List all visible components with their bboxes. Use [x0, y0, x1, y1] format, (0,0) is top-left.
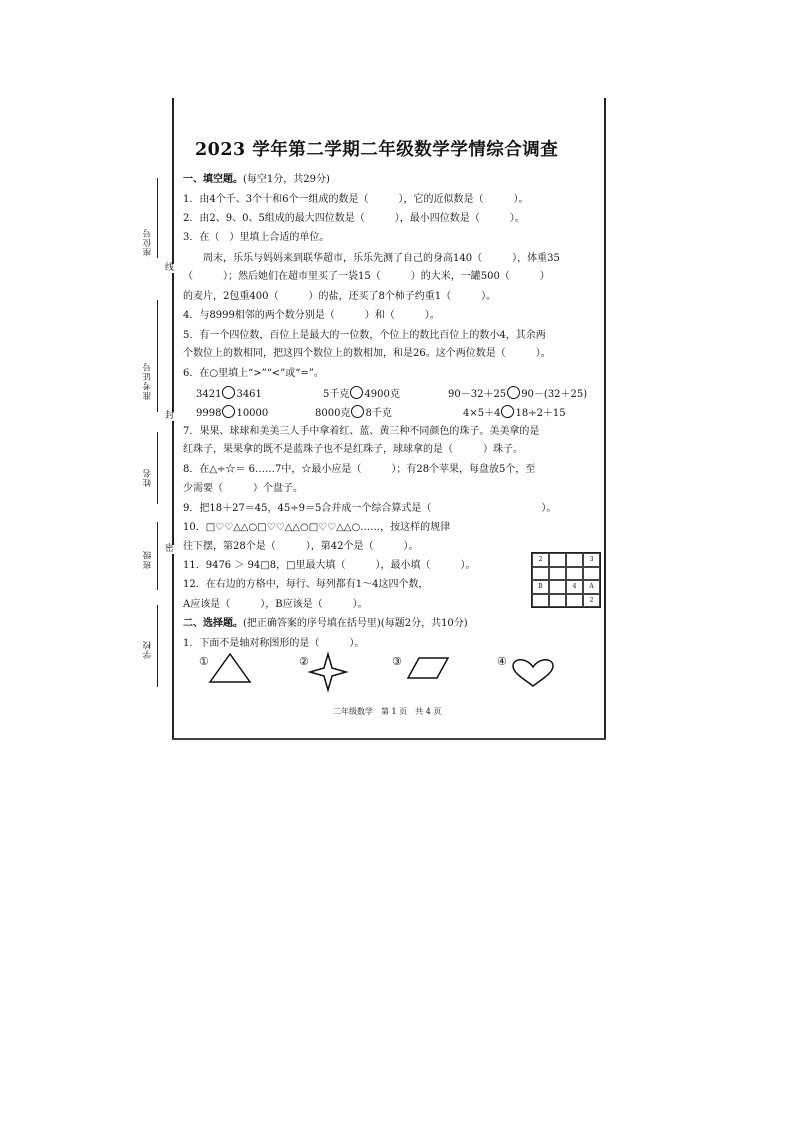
section2-heading: 二、选择题。 — [183, 618, 243, 629]
question-line: 1．由4个千、3个十和6个一组成的数是（ ），它的近似数是（ ）。 — [183, 194, 529, 205]
compare-circle[interactable] — [351, 405, 364, 418]
grid-cell[interactable] — [566, 553, 583, 567]
sudoku-grid — [531, 552, 601, 608]
seat-number-label: 座位号 — [143, 228, 153, 257]
section2-note: (把正确答案的序号填在括号里)(每题2分，共10分) — [243, 618, 468, 629]
grid-cell[interactable] — [566, 567, 583, 581]
question-line: 少需要（ ）个盘子。 — [183, 483, 303, 494]
grid-cell[interactable] — [549, 580, 566, 594]
question-line: 的麦片，2包重400（ ）的盐，还买了8个柿子约重1（ ）。 — [183, 291, 497, 302]
question-line: 2．由2、9、0、5组成的最大四位数是（ ），最小四位数是（ ）。 — [183, 213, 525, 224]
parallelogram-icon — [407, 657, 449, 679]
grid-cell[interactable] — [549, 594, 566, 608]
right-border — [604, 98, 606, 740]
option-2-label[interactable]: ② — [299, 655, 309, 668]
school-label: 学校 — [143, 640, 153, 659]
compare-circle[interactable] — [222, 386, 235, 399]
question-line: 红珠子，果果拿的既不是蓝珠子也不是红珠子，球球拿的是（ ）珠子。 — [183, 444, 523, 455]
compare-circle[interactable] — [350, 386, 363, 399]
compare-item: 3421 3461 — [196, 386, 262, 401]
compare-item: 4×5＋4 18÷2＋15 — [463, 405, 566, 420]
compare-circle[interactable] — [507, 386, 520, 399]
grid-cell: B — [532, 580, 549, 594]
grid-cell: 2 — [583, 594, 600, 608]
question-line: 周末，乐乐与妈妈来到联华超市，乐乐先测了自己的身高140（ ），体重35 — [183, 253, 560, 264]
option-1-label[interactable]: ① — [199, 655, 209, 668]
grid-cell[interactable] — [549, 567, 566, 581]
option-4-label[interactable]: ④ — [497, 655, 507, 668]
exam-number-line[interactable] — [157, 300, 158, 412]
question-line: 6．在○里填上“>”“<”或“=”。 — [183, 368, 324, 379]
question-line: 4．与8999相邻的两个数分别是（ ）和（ ）。 — [183, 310, 440, 321]
section1-heading: 一、填空题。 — [183, 174, 243, 185]
question-line: 5．有一个四位数，百位上是最大的一位数，个位上的数比百位上的数小4，其余两 — [183, 330, 546, 341]
seat-number-line[interactable] — [157, 178, 158, 258]
grid-cell[interactable] — [549, 553, 566, 567]
question-line: 1．下面不是轴对称图形的是（ ）。 — [183, 638, 365, 649]
question-line: 7．果果、球球和美美三人手中拿着红、蓝、黄三种不同颜色的珠子。美美拿的是 — [183, 426, 540, 437]
grid-cell[interactable] — [583, 567, 600, 581]
question-line: （ ）；然后她们在超市里买了一袋15（ ）的大米，一罐500（ ） — [183, 271, 550, 282]
grid-cell: 2 — [532, 553, 549, 567]
page-title: 2023 学年第二学期二年级数学学情综合调查 — [195, 140, 559, 160]
binding-mark-line: 线 — [165, 263, 175, 273]
exam-number-label: 准考证号 — [143, 362, 153, 400]
compare-circle[interactable] — [501, 405, 514, 418]
four-point-star-icon — [310, 654, 346, 690]
compare-item: 8000克 8千克 — [315, 405, 392, 420]
compare-item: 90－32＋25 90－(32＋25) — [448, 386, 587, 401]
binding-mark-close: 密 — [165, 544, 175, 554]
compare-item: 9998 10000 — [196, 405, 268, 420]
question-line: 往下摆，第28个是（ ），第42个是（ ）。 — [183, 541, 419, 552]
grid-cell: 3 — [583, 553, 600, 567]
question-line: 个数位上的数相同，把这四个数位上的数相加，和是26。这个两位数是（ ）。 — [183, 348, 551, 359]
section1-header — [183, 173, 330, 186]
question-line: 12．在右边的方格中，每行、每列都有1～4这四个数， — [183, 579, 429, 590]
class-line[interactable] — [157, 522, 158, 590]
page-footer: 二年级数学 第 1 页 共 4 页 — [333, 707, 442, 716]
section1-note: (每空1分，共29分) — [243, 174, 330, 185]
binding-mark-seal: 封 — [165, 411, 175, 421]
grid-cell[interactable] — [566, 594, 583, 608]
section2-header — [183, 617, 468, 630]
school-line[interactable] — [157, 605, 158, 687]
compare-item: 5千克 4900克 — [323, 386, 400, 401]
name-line[interactable] — [157, 432, 158, 504]
compare-circle[interactable] — [222, 405, 235, 418]
option-3-label[interactable]: ③ — [392, 655, 402, 668]
grid-cell[interactable] — [532, 594, 549, 608]
question-line: 8．在△÷☆＝ 6……7中，☆最小应是（ ）；有28个苹果，每盘放5个，至 — [183, 464, 536, 475]
class-label: 班级 — [143, 550, 153, 569]
question-line: 9．把18＋27＝45，45÷9＝5合并成一个综合算式是（ ）。 — [183, 503, 557, 514]
question-line: A应该是（ ），B应该是（ ）。 — [183, 599, 368, 610]
triangle-icon — [209, 653, 251, 683]
grid-cell: A — [583, 580, 600, 594]
question-line: 10．□♡♡△△○□♡♡△△○□♡♡△△○……，按这样的规律 — [183, 522, 451, 533]
heart-icon — [512, 659, 554, 687]
question-line: 3．在（ ）里填上合适的单位。 — [183, 232, 330, 243]
question-line: 11．9476 ＞ 94□8，□里最大填（ ），最小填（ ）。 — [183, 560, 476, 571]
grid-cell: 4 — [566, 580, 583, 594]
bottom-border — [172, 738, 606, 740]
grid-cell[interactable] — [532, 567, 549, 581]
name-label: 姓名 — [143, 468, 153, 487]
